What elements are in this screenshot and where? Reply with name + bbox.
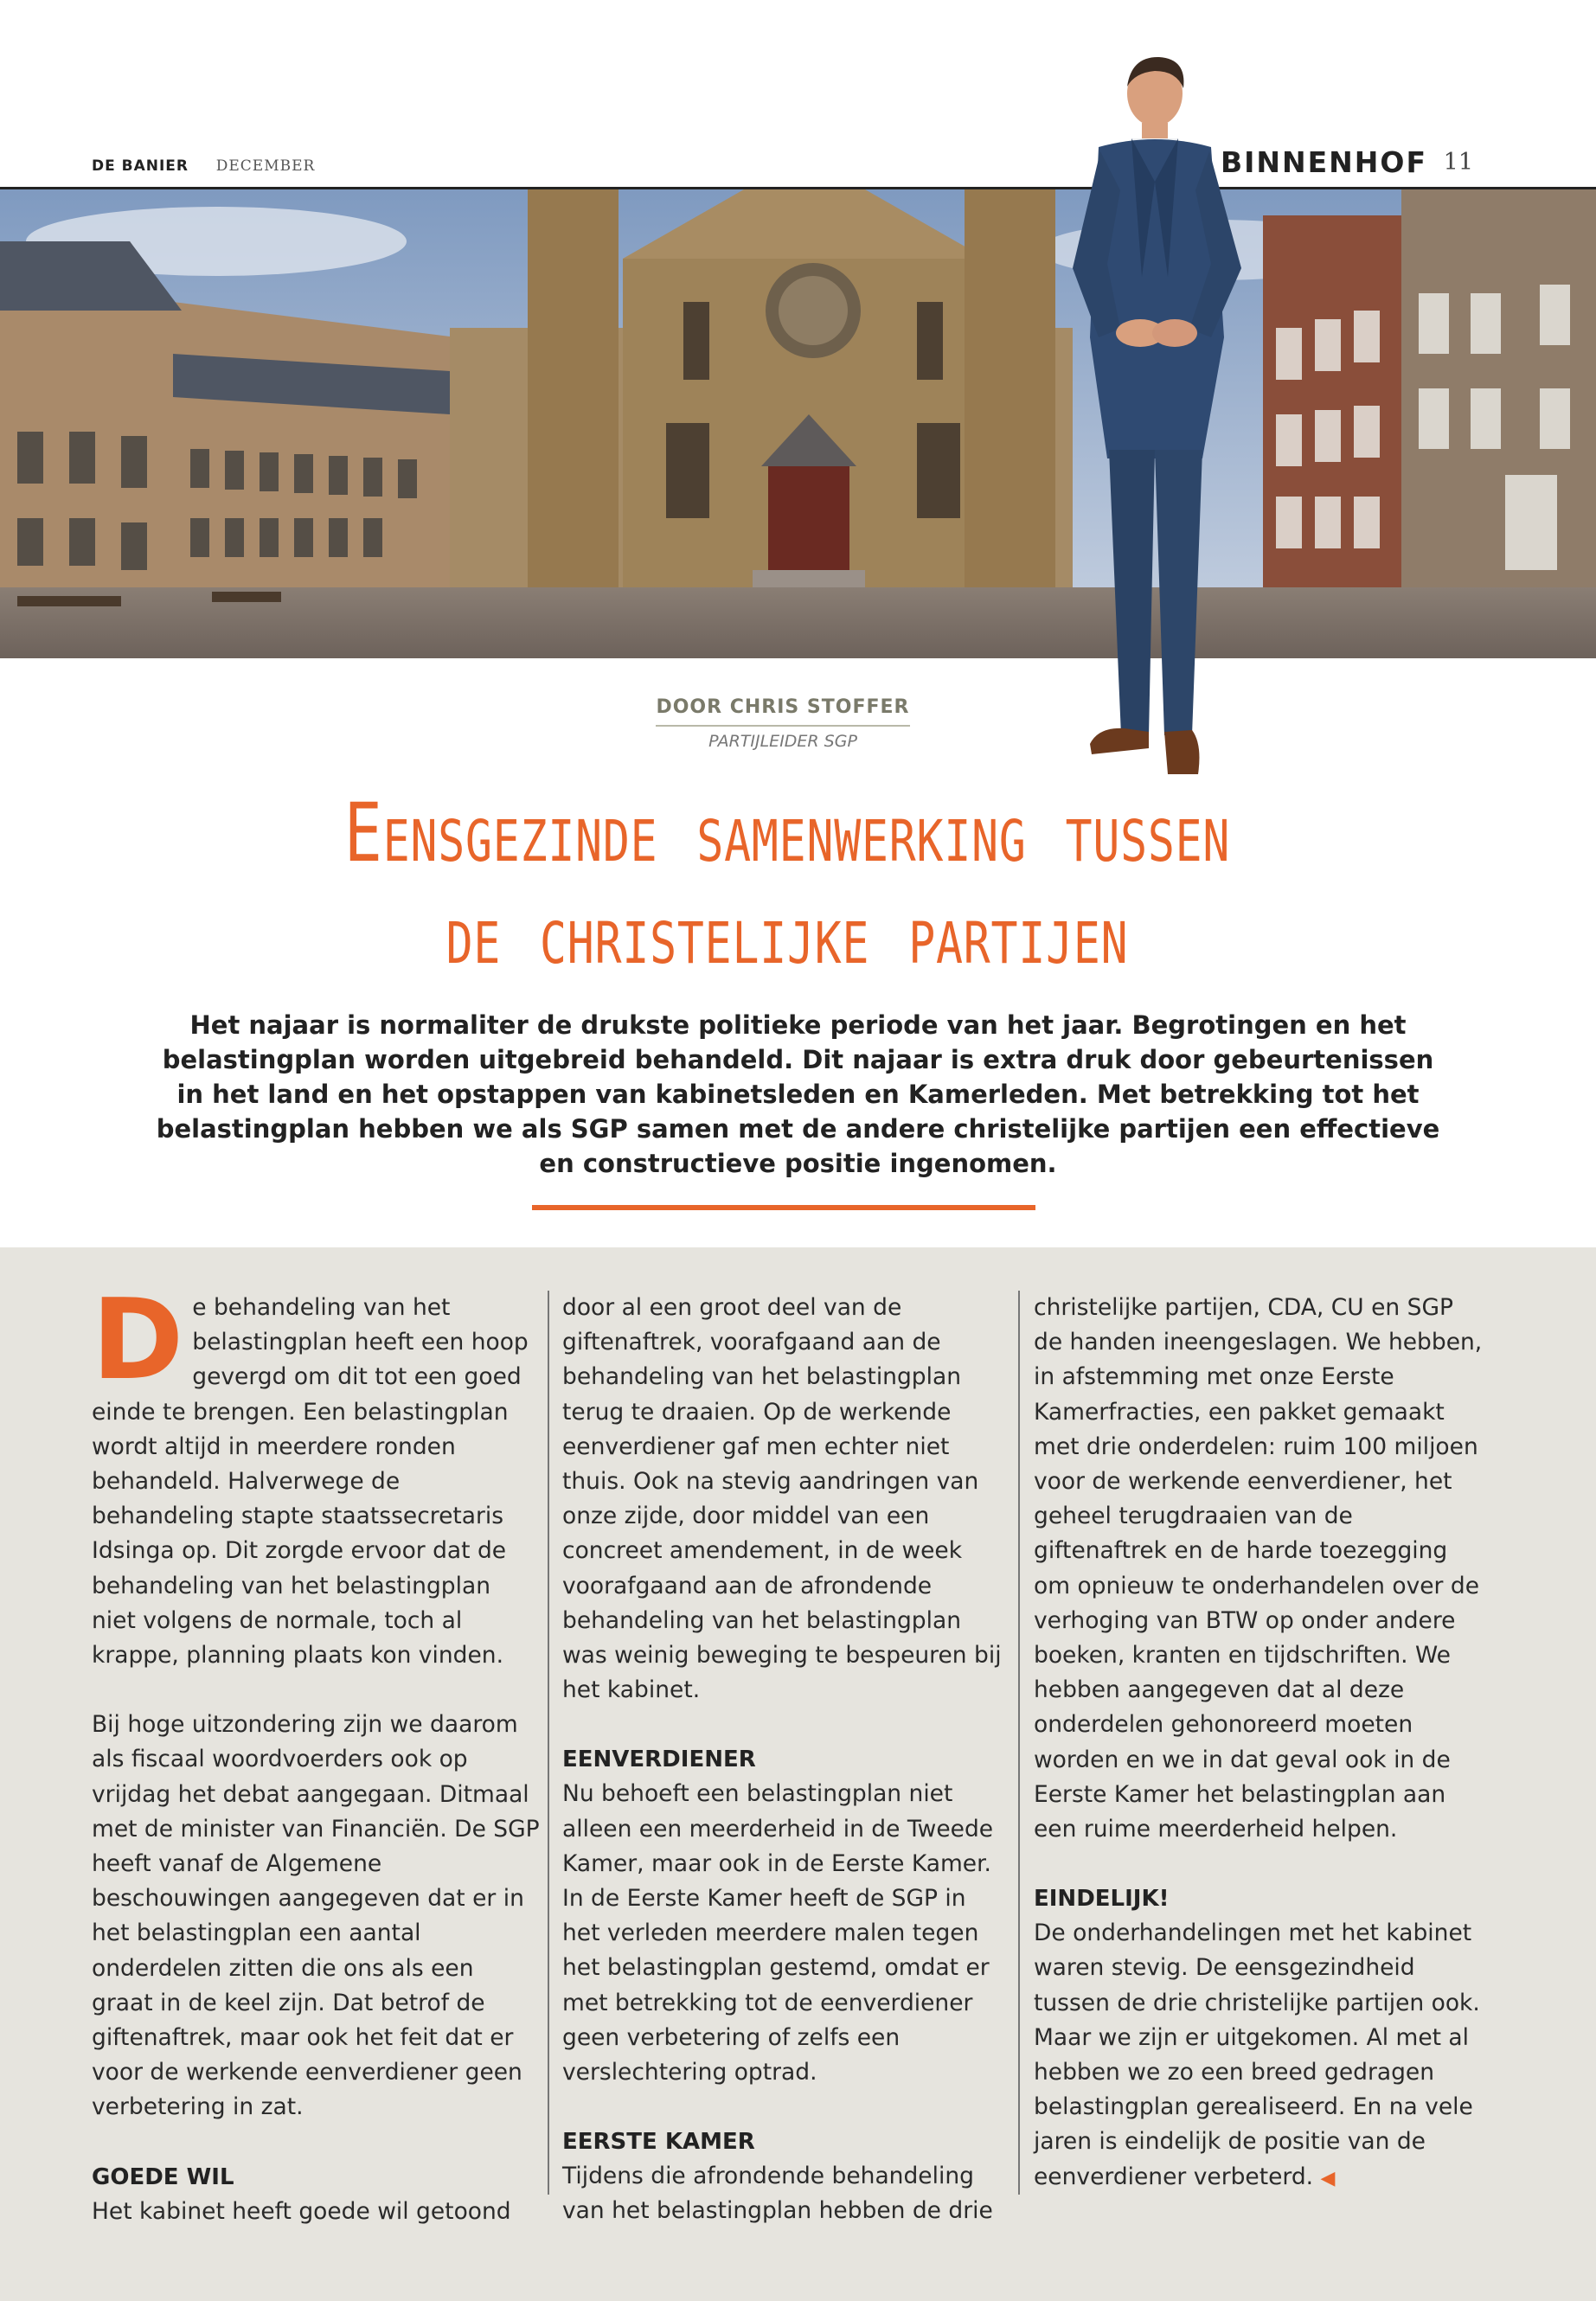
binnenhof-photo	[0, 189, 1596, 658]
column-divider	[548, 1291, 549, 2195]
paragraph: Het kabinet heeft goede wil getoond	[92, 2197, 511, 2225]
page-header	[0, 0, 1596, 190]
end-mark-icon: ◀	[1320, 2167, 1336, 2189]
byline	[606, 696, 960, 751]
paragraph: Nu behoeft een belastingplan niet alleen een meerderheid in de Tweede Kamer, maar ook in de Eerste Kamer. In de Eerste Kamer heeft de SGP in het verleden meerdere malen tegen het belastingplan gestemd, omdat er met betrekking tot de eenverdiener geen verbetering of zelfs een verslechtering optrad.	[562, 1780, 994, 2086]
column-2	[562, 1291, 1003, 2264]
column-divider	[1018, 1291, 1020, 2195]
paragraph: door al een groot deel van de giftenaftrek, voorafgaand aan de behandeling van het belastingplan terug te draaien. Op de werkende eenverdiener gaf men echter niet thuis. Ook na stevig aandringen van onze zijde, door middel van een concreet amendement, in de week voorafgaand aan de afrondende behandeling van het belastingplan was weinig beweging te bespeuren bij het kabinet.	[562, 1294, 1002, 1704]
subheading-eerste-kamer: EERSTE KAMER	[562, 2129, 755, 2156]
column-3	[1034, 1291, 1484, 2231]
article-intro: Het najaar is normaliter de drukste politieke periode van het jaar. Begrotingen en het belastingplan worden uitgebreid behandeld. Dit najaar is extra druk door gebeurtenissen in het land en het opstappen van kabinetsleden en Kamerleden. Met betrekking tot het belastingplan hebben we als SGP samen met de andere christelijke partijen een effectieve en constructieve positie ingenomen.	[156, 1010, 1440, 1178]
paragraph: christelijke partijen, CDA, CU en SGP de handen ineengeslagen. We hebben, in afstemming met onze Eerste Kamerfracties, een pakket gemaakt met drie onderdelen: ruim 100 miljoen voor de werkende eenverdiener, het geheel terugdraaien van de giftenaftrek en de harde toezegging om opnieuw te onderhandelen over de verhoging van BTW op onder andere boeken, kranten en tijdschriften. We hebben aangegeven dat al deze onderdelen gehonoreerd moeten worden en we in dat geval ook in de Eerste Kamer het belastingplan aan een ruime meerderheid helpen.	[1034, 1294, 1483, 1843]
issue-month: DECEMBER	[215, 157, 316, 175]
paragraph: Tijdens die afrondende behandeling van het belastingplan hebben de drie	[562, 2163, 993, 2225]
running-head	[92, 157, 315, 175]
column-1	[92, 1276, 542, 2264]
magazine-name: DE BANIER	[92, 157, 189, 175]
title-line-2: de christelijke partijen	[445, 888, 1129, 983]
paragraph	[1034, 1916, 1484, 2196]
paragraph	[92, 1276, 542, 1673]
subheading-goede-wil: GOEDE WIL	[92, 2163, 234, 2190]
accent-rule	[532, 1205, 1035, 1210]
paragraph-text: e behandeling van het belastingplan heeft een hoop gevergd om dit tot een goed einde te brengen. Een belastingplan wordt altijd in meerdere ronden behandeld. Halverwege de behandeling stapte staatssecretaris Idsinga op. Dit zorgde ervoor dat de behandeling van het belastingplan niet volgens de normale, toch al krappe, planning plaats kon vinden.	[92, 1294, 529, 1670]
section-name: BINNENHOF	[1220, 145, 1427, 179]
subheading-eindelijk: EINDELIJK!	[1034, 1886, 1170, 1913]
paragraph: Bij hoge uitzondering zijn we daarom als fiscaal woordvoerders ook op vrijdag het debat aangegaan. Ditmaal met de minister van Financiën. De SGP heeft vanaf de Algemene beschouwingen aangegeven dat er in het belastingplan een aantal onderdelen zitten die ons als een graat in de keel zijn. Dat betrof de giftenaftrek, maar ook het feit dat er voor de werkende eenverdiener geen verbetering in zat.	[92, 1711, 540, 2121]
author-role: PARTIJLEIDER SGP	[708, 732, 857, 751]
title-line-1: Eensgezinde samenwerking tussen	[343, 786, 1231, 881]
paragraph-text: De onderhandelingen met het kabinet waren stevig. De eensgezindheid tussen de drie christelijke partijen ook. Maar we zijn er uitgekomen. Al met al hebben we zo een breed gedragen belastingplan gerealiseerd. En na vele jaren is eindelijk de positie van de eenverdiener verbeterd.	[1034, 1920, 1480, 2190]
drop-cap: D	[92, 1276, 184, 1405]
politician-figure	[1038, 52, 1298, 787]
page-number: 11	[1443, 149, 1473, 176]
subheading-eenverdiener: EENVERDIENER	[562, 1747, 756, 1773]
article-title	[281, 783, 1293, 987]
author-name: DOOR CHRIS STOFFER	[656, 696, 909, 727]
